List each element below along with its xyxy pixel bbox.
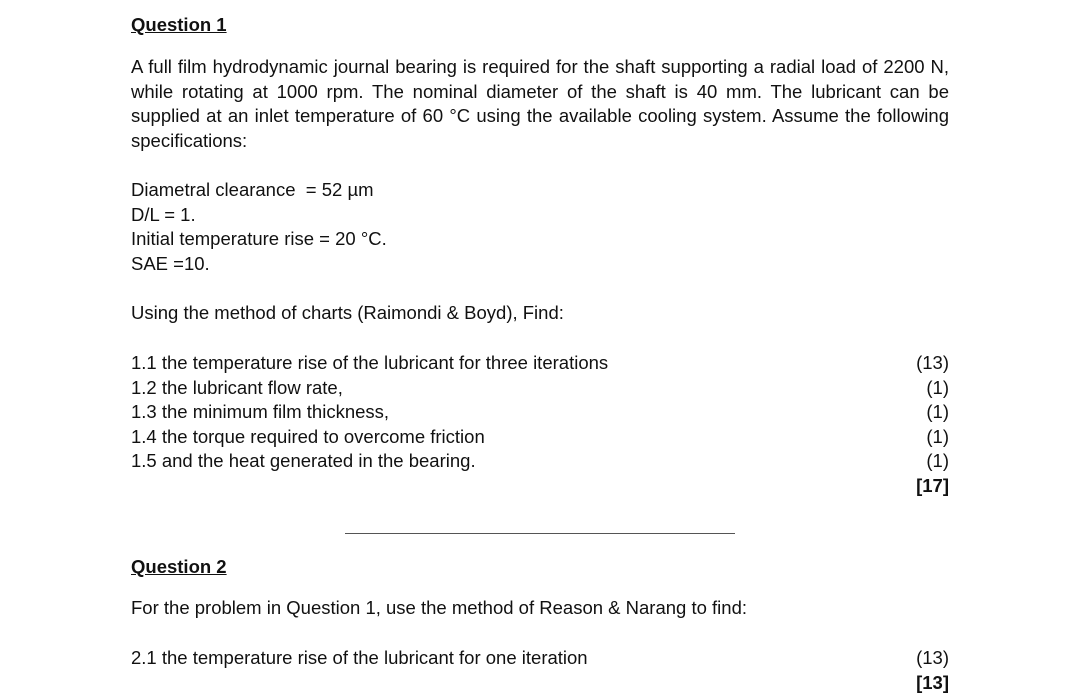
item-1-4-text: 1.4 the torque required to overcome friction <box>131 425 485 447</box>
question-1-total: [17] <box>916 474 949 496</box>
question-1-method: Using the method of charts (Raimondi & Boyd), Find: <box>131 302 564 323</box>
item-1-2 <box>131 376 949 401</box>
method-block <box>131 301 949 326</box>
question-1-section <box>131 13 949 38</box>
item-1-5-marks: (1) <box>926 450 949 472</box>
question-1-heading: Question 1 <box>131 14 227 35</box>
spec-sae-grade: SAE =10. <box>131 252 210 274</box>
item-1-3-marks: (1) <box>926 401 949 423</box>
question-2-heading: Question 2 <box>131 556 227 577</box>
item-1-5-text: 1.5 and the heat generated in the bearing. <box>131 450 476 472</box>
item-1-3 <box>131 400 949 425</box>
question-2-intro-block <box>131 596 949 621</box>
item-2-1-text: 2.1 the temperature rise of the lubricant for one iteration <box>131 647 588 668</box>
question-2-total: [13] <box>916 671 949 693</box>
item-1-1 <box>131 351 949 376</box>
item-1-1-text: 1.1 the temperature rise of the lubricant for three iterations <box>131 352 609 373</box>
spec-diametral-clearance: Diametral clearance = 52 µm <box>131 179 374 200</box>
question-1-intro-block <box>131 55 949 153</box>
question-1-items <box>131 351 949 499</box>
question-1-intro: A full film hydrodynamic journal bearing is required for the shaft supporting a radial load of 2200 N, while rotating at 1000 rpm. The nominal diameter of the shaft is 40 mm. The lubricant can be supplied at an inlet temperature of 60 °C using the available cooling system. Assume the following specifications: <box>131 56 949 151</box>
item-1-4 <box>131 425 949 450</box>
question-2-section <box>131 555 949 580</box>
specifications-list <box>131 178 949 276</box>
item-1-5 <box>131 449 949 474</box>
spec-d-l-ratio: D/L = 1. <box>131 203 196 225</box>
item-1-3-text: 1.3 the minimum film thickness, <box>131 401 390 423</box>
item-2-1-marks: (13) <box>916 647 949 668</box>
question-2-items <box>131 646 949 695</box>
question-2-intro: For the problem in Question 1, use the method of Reason & Narang to find: <box>131 597 747 618</box>
item-1-4-marks: (1) <box>926 425 949 447</box>
section-divider <box>345 533 735 534</box>
item-1-2-text: 1.2 the lubricant flow rate, <box>131 376 343 398</box>
spec-initial-temperature-rise: Initial temperature rise = 20 °C. <box>131 228 387 250</box>
item-1-2-marks: (1) <box>926 376 949 398</box>
item-2-1 <box>131 646 949 671</box>
item-1-1-marks: (13) <box>916 352 949 373</box>
